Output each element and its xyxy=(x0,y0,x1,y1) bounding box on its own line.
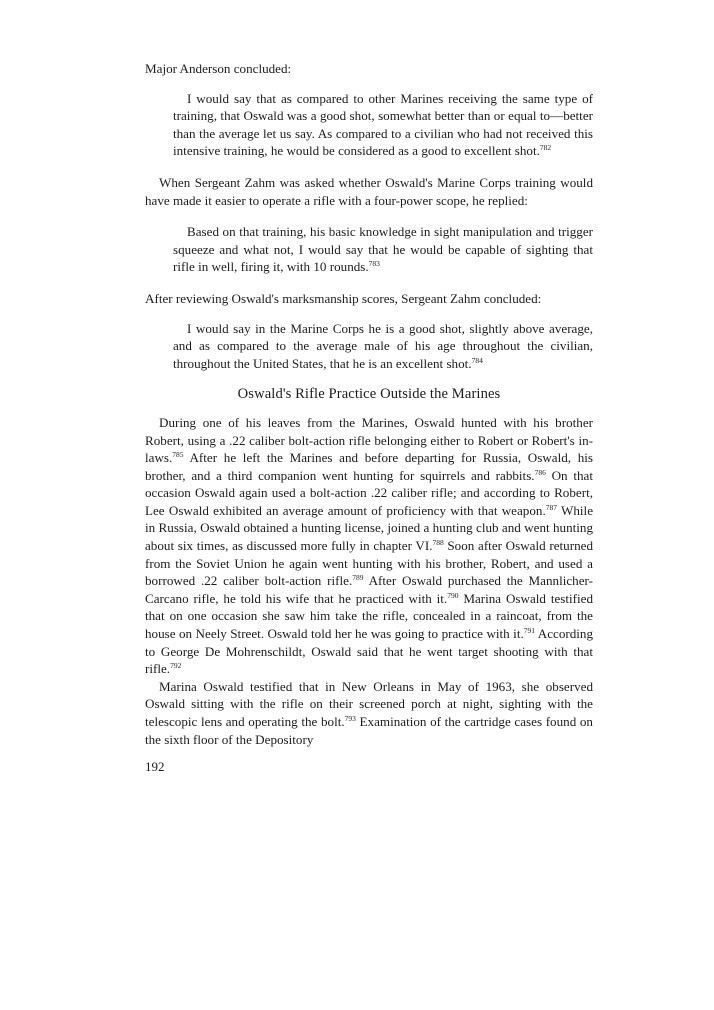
quote-text: Based on that training, his basic knowledge in sight manipulation and trigger squeeze and what not, I would say that he would be capable of sighting that rifle in well, firing it, with 10 rounds. xyxy=(173,224,593,275)
footnote-ref: 788 xyxy=(432,538,444,548)
footnote-ref: 785 xyxy=(172,450,184,460)
footnote-ref: 783 xyxy=(368,259,380,269)
paragraph-zahm-concluded: After reviewing Oswald's marksmanship scores, Sergeant Zahm concluded: xyxy=(145,290,542,306)
sentence: On that occasion Oswald again used a bolt-action .22 caliber rifle; and according to Robert, Lee Oswald exhibited an average amount of proficiency with that weapon. xyxy=(145,467,593,518)
footnote-ref: 791 xyxy=(523,626,535,636)
quote-anderson xyxy=(173,90,593,160)
footnote-ref: 786 xyxy=(534,467,546,477)
quote-text: I would say that as compared to other Marines receiving the same type of training, that Oswald was a good shot, somewhat better than or equal to—better than the average let us say. As compared to a civilian who had not received this intensive training, he would be considered as a good to excellent shot. xyxy=(173,90,593,159)
footnote-ref: 787 xyxy=(545,502,557,512)
quote-zahm-1 xyxy=(173,223,593,276)
quote-text: I would say in the Marine Corps he is a good shot, slightly above average, and as compared to the average male of his age throughout the civilian, throughout the United States, that he is an excellent shot. xyxy=(173,320,593,371)
sentence: During one of his leaves from the Marines, Oswald hunted with his brother Robert, using a .22 caliber bolt-action rifle belonging either to Robert or Robert's in-laws. xyxy=(145,414,593,466)
footnote-ref: 792 xyxy=(170,661,182,671)
sentence: After Oswald purchased the Mannlicher-Carcano rifle, he told his wife that he practiced with it. xyxy=(145,573,593,606)
sentence: Examination of the cartridge cases found on the sixth floor of the Depository xyxy=(145,714,593,747)
sentence: Marina Oswald testified that in New Orleans in May of 1963, she observed Oswald sitting with the rifle on their screened porch at night, sighting with the telescopic lens and operating the bolt. xyxy=(145,678,593,729)
paragraph-rifle-practice xyxy=(145,414,593,678)
section-heading: Oswald's Rifle Practice Outside the Marines xyxy=(237,386,501,403)
paragraph-zahm-question: When Sergeant Zahm was asked whether Oswald's Marine Corps training would have made it easier to operate a rifle with a four-power scope, he replied: xyxy=(145,174,593,208)
sentence: According to George De Mohrenschildt, Oswald said that he went target shooting with that rifle. xyxy=(145,626,593,677)
footnote-ref: 782 xyxy=(539,143,552,153)
sentence: Marina Oswald testified that on one occasion she saw him take the rifle, concealed in a raincoat, from the house on Neely Street. Oswald told her he was going to practice with it. xyxy=(145,590,593,642)
footnote-ref: 784 xyxy=(471,355,483,365)
intro-anderson: Major Anderson concluded: xyxy=(145,61,292,76)
document-page xyxy=(145,60,593,776)
sentence: While in Russia, Oswald obtained a hunting license, joined a hunting club and went hunting about six times, as discussed more fully in chapter VI. xyxy=(145,502,594,554)
paragraph-new-orleans xyxy=(145,678,593,748)
sentence: Soon after Oswald returned from the Soviet Union he again went hunting with his brother, Robert, and used a borrowed .22 caliber bolt-action rifle. xyxy=(145,538,593,589)
page-number: 192 xyxy=(145,759,165,775)
sentence: After he left the Marines and before departing for Russia, Oswald, his brother, and a third companion went hunting for squirrels and rabbits. xyxy=(145,450,593,483)
quote-zahm-2 xyxy=(173,320,593,373)
footnote-ref: 790 xyxy=(447,590,459,600)
footnote-ref: 793 xyxy=(344,714,356,723)
footnote-ref: 789 xyxy=(352,573,364,583)
